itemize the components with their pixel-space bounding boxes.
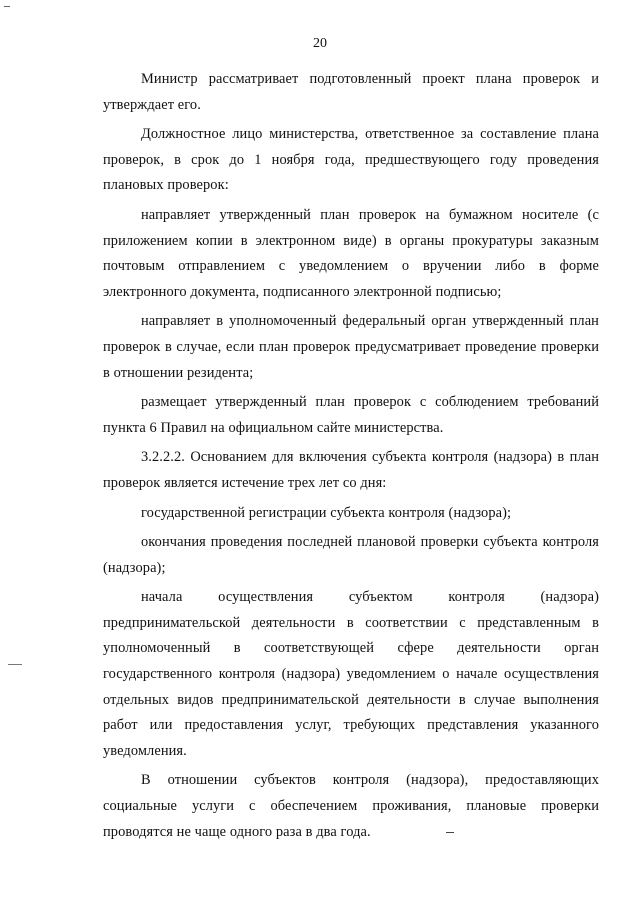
page-number: 20 <box>313 36 327 51</box>
paragraph-last-inspection: окончания проведения последней плановой проверки субъекта контроля (надзора); <box>103 534 599 576</box>
paragraph-social-services: В отношении субъектов контроля (надзора), предоставляющих социальные услуги с обеспечением проживания, плановые проверки проводятся не чаще одного раза в два года. <box>103 772 599 840</box>
scan-mark-left <box>8 664 22 665</box>
paragraph-send-to-federal-body: направляет в уполномоченный федеральный орган утвержденный план проверок в случае, если план проверок предусматривает проведение проверки в отношении резидента; <box>103 313 599 381</box>
scan-mark-top <box>4 6 10 7</box>
paragraph-minister-approves: Министр рассматривает подготовленный проект плана проверок и утверждает его. <box>103 71 599 113</box>
document-body <box>103 67 599 849</box>
paragraph-send-to-prosecutor: направляет утвержденный план проверок на бумажном носителе (с приложением копии в электронном виде) в органы прокуратуры заказным почтовым отправлением с уведомлением о вручении либо в форме электронного документа, подписанного электронной подписью; <box>103 206 599 300</box>
paragraph-official-deadline: Должностное лицо министерства, ответственное за составление плана проверок, в срок до 1 ноября года, предшествующего году проведения плановых проверок: <box>103 126 599 194</box>
paragraph-publish-on-site: размещает утвержденный план проверок с соблюдением требований пункта 6 Правил на официальном сайте министерства. <box>103 394 599 436</box>
paragraph-section-3-2-2-2: 3.2.2.2. Основанием для включения субъекта контроля (надзора) в план проверок является истечение трех лет со дня: <box>103 449 599 491</box>
paragraph-start-of-activity: начала осуществления субъектом контроля (надзора) предпринимательской деятельности в соответствии с представленным в уполномоченный в соответствующей сфере деятельности орган государственного контроля (надзора) уведомлением о начале осуществления отдельных видов предпринимательской деятельности в случае выполнения работ или предоставления услуг, требующих представления указанного уведомления. <box>103 589 599 759</box>
paragraph-state-registration: государственной регистрации субъекта контроля (надзора); <box>141 504 512 521</box>
